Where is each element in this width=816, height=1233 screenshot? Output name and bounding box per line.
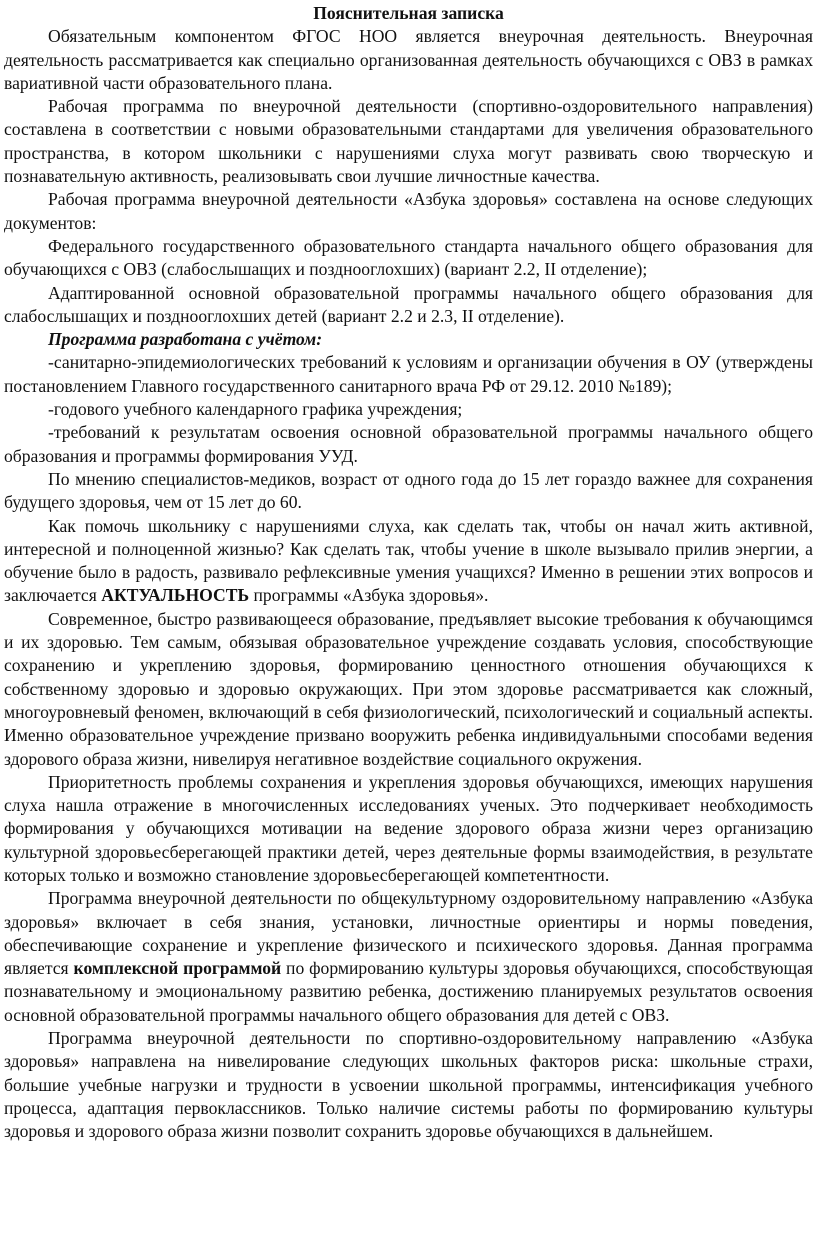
paragraph-adapted-program: Адаптированной основной образовательной программы начального общего образования для слабослышащих и позднооглохших детей (вариант 2.2 и 2.3, II отделение).	[4, 282, 813, 326]
relevance-text-start: Как помочь школьнику с нарушениями слуха, как сделать так, чтобы он начал жить активной, интересной и полноценной жизнью? Как сделать так, чтобы учение в школе вызывало прилив энергии, а обучение было в радость, развивало рефлексивные умения учащихся? Именно в решении этих вопросов и заключается	[4, 515, 813, 606]
program-content-text-start: Программа внеурочной деятельности по общекультурному оздоровительному направлению «Азбука здоровья» включает в себя знания, установки, личностные ориентиры и нормы поведения, обеспечивающие сохранение и укрепление физического и психического здоровья. Данная программа является	[4, 888, 813, 979]
relevance-text-end: программы «Азбука здоровья».	[253, 585, 489, 606]
paragraph-documents-basis: Рабочая программа внеурочной деятельности «Азбука здоровья» составлена на основе следующих документов:	[4, 189, 813, 233]
paragraph-risk-factors: Программа внеурочной деятельности по спортивно-оздоровительному направлению «Азбука здоровья» направлена на нивелирование следующих школьных факторов риска: школьные страхи, большие учебные нагрузки и трудности в усвоении школьной программы, интенсификация учебного процесса, адаптация первоклассников. Только наличие системы работы по формированию культуры здоровья и здорового образа жизни позволит сохранить здоровье обучающихся в дальнейшем.	[4, 1028, 813, 1142]
document-title: Пояснительная записка	[313, 3, 504, 23]
paragraph-sanitary: -санитарно-эпидемиологических требований к условиям и организации обучения в ОУ (утверждены постановлением Главного государственного санитарного врача РФ от 29.12. 2010 №189);	[4, 352, 813, 396]
paragraph-schedule: -годового учебного календарного графика учреждения;	[48, 399, 463, 420]
paragraph-program-purpose: Рабочая программа по внеурочной деятельности (спортивно-оздоровительного направления) составлена в соответствии с новыми образовательными стандартами для увеличения образовательного пространства, в котором школьники с нарушениями слуха могут развивать свою творческую и познавательную активность, реализовывать свои лучшие личностные качества.	[4, 96, 813, 187]
paragraph-relevance	[4, 515, 813, 608]
program-content-text-end: по формированию культуры здоровья обучающихся, способствующая познавательному и эмоциональному развитию ребенка, достижению планируемых результатов освоения основной образовательной программы начального общего образования для детей с ОВЗ.	[4, 958, 813, 1025]
paragraph-medical-opinion: По мнению специалистов-медиков, возраст от одного года до 15 лет гораздо важнее для сохранения будущего здоровья, чем от 15 лет до 60.	[4, 468, 813, 513]
relevance-keyword: АКТУАЛЬНОСТЬ	[101, 585, 250, 606]
program-content-keyword: комплексной программой	[73, 958, 282, 979]
paragraph-program-content	[4, 887, 813, 1027]
paragraph-requirements: -требований к результатам освоения основной образовательной программы начального общего образования и программы формирования УУД.	[4, 422, 813, 466]
paragraph-modern-education: Современное, быстро развивающееся образование, предъявляет высокие требования к обучающимся и их здоровью. Тем самым, обязывая образовательное учреждение создавать условия, способствующие сохранению и укреплению здоровья, формированию ценностного отношения обучающихся к собственному здоровью и здоровью окружающих. При этом здоровье рассматривается как сложный, многоуровневый феномен, включающий в себя физиологический, психологический и социальный аспекты. Именно образовательное учреждение призвано вооружить ребенка индивидуальными способами ведения здорового образа жизни, нивелируя негативное воздействие социального окружения.	[4, 608, 813, 769]
paragraph-fgos: Федерального государственного образовательного стандарта начального общего образования для обучающихся с ОВЗ (слабослышащих и позднооглохших) (вариант 2.2, II отделение);	[4, 235, 813, 280]
paragraph-intro: Обязательным компонентом ФГОС НОО является внеурочная деятельность. Внеурочная деятельность рассматривается как специально организованная деятельность обучающихся с ОВЗ в рамках вариативной части образовательного плана.	[4, 26, 813, 93]
section-heading-considerations: Программа разработана с учётом:	[48, 329, 323, 350]
paragraph-priority: Приоритетность проблемы сохранения и укрепления здоровья обучающихся, имеющих нарушения слуха нашла отражение в многочисленных исследованиях ученых. Это подчеркивает необходимость формирования у обучающихся мотивации на ведение здорового образа жизни через организацию культурной здоровьесберегающей практики детей, через деятельные формы взаимодействия, в результате которых только и возможно становление здоровьесберегающей компетентности.	[4, 771, 813, 885]
